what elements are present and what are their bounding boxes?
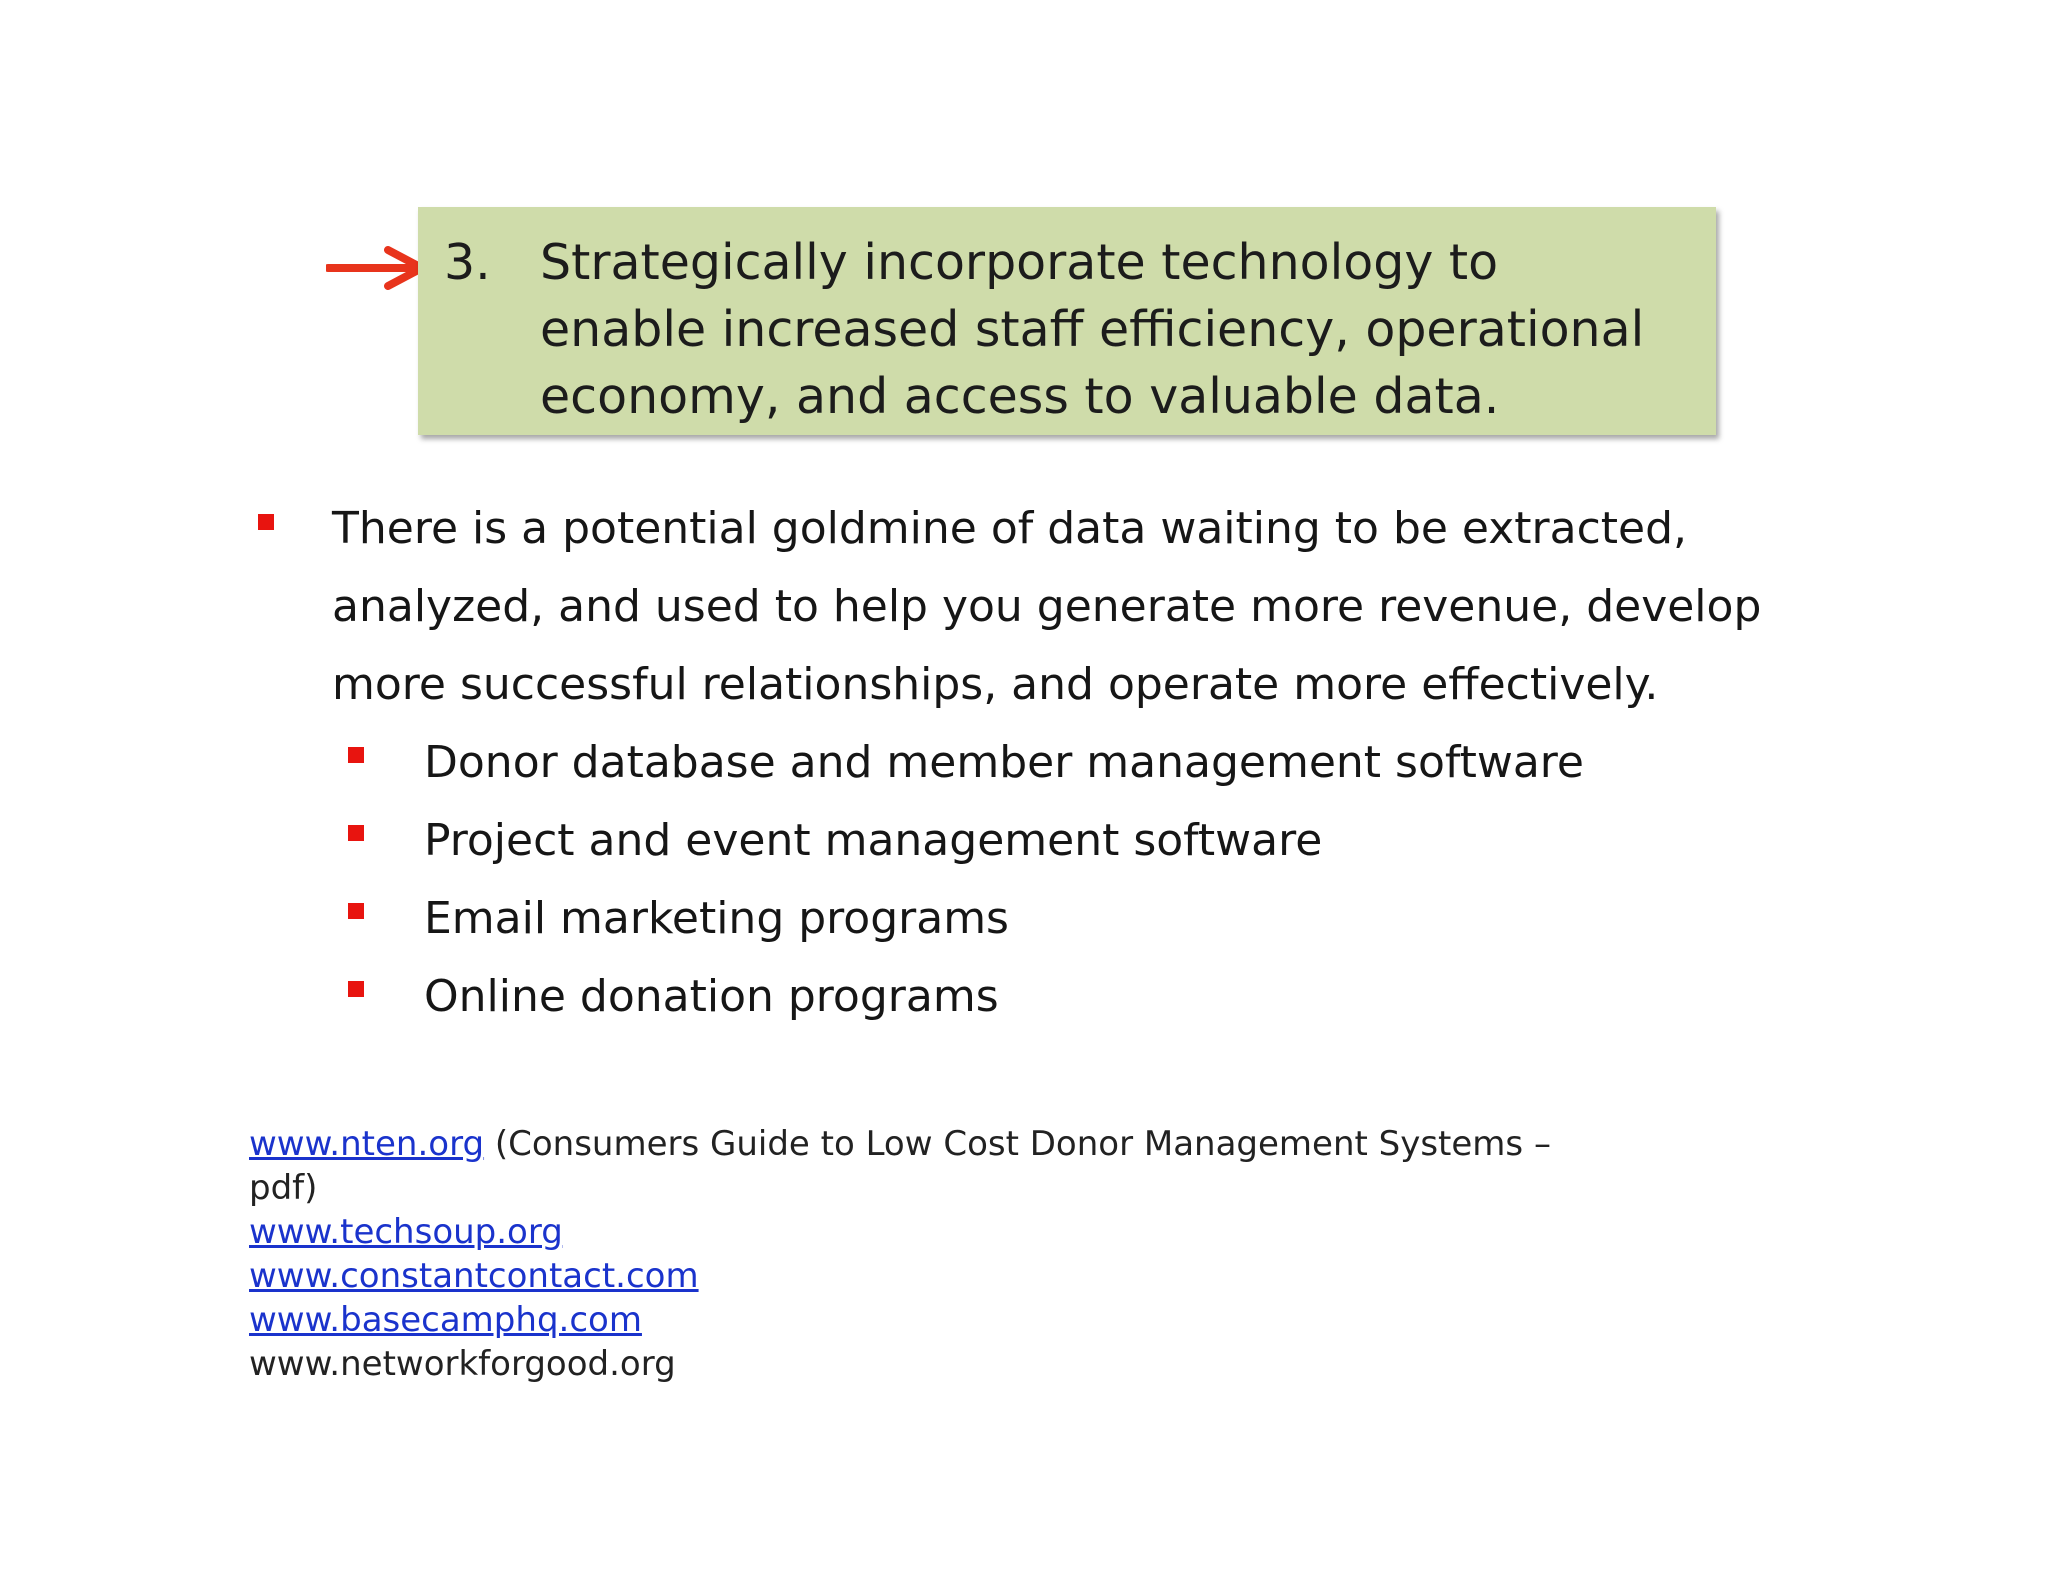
basecamp-link[interactable]: www.basecamphq.com [249,1300,642,1340]
bullet-square-icon [348,981,364,997]
sub-bullet-item: Project and event management software [424,815,1323,866]
basecamp-row [249,1298,1649,1342]
highlight-callout [418,207,1716,435]
constantcontact-row [249,1254,1649,1298]
right-arrow-icon [326,244,430,292]
resource-links [249,1122,1649,1386]
nten-note: (Consumers Guide to Low Cost Donor Management Systems – [484,1124,1551,1164]
constantcontact-link[interactable]: www.constantcontact.com [249,1256,699,1296]
sub-bullet-item: Online donation programs [424,971,999,1022]
networkforgood-text: www.networkforgood.org [249,1344,676,1384]
nten-row [249,1122,1649,1166]
bullet-square-icon [348,903,364,919]
nten-link[interactable]: www.nten.org [249,1124,485,1164]
main-bullet-text: There is a potential goldmine of data waiting to be extracted, analyzed, and used to help you generate more revenue, develop more successful relationships, and operate more effectively. [332,503,1762,710]
sub-bullet-item: Donor database and member management software [424,737,1584,788]
bullet-square-icon [348,747,364,763]
bullet-square-icon [348,825,364,841]
callout-text: Strategically incorporate technology to enable increased staff efficiency, operational economy, and access to valuable data. [540,234,1645,425]
techsoup-row [249,1210,1649,1254]
sub-bullet-item: Email marketing programs [424,893,1009,944]
techsoup-link[interactable]: www.techsoup.org [249,1212,563,1252]
bullet-square-icon [258,514,274,530]
nten-note-continued: pdf) [249,1168,318,1208]
callout-number: 3. [444,234,491,291]
